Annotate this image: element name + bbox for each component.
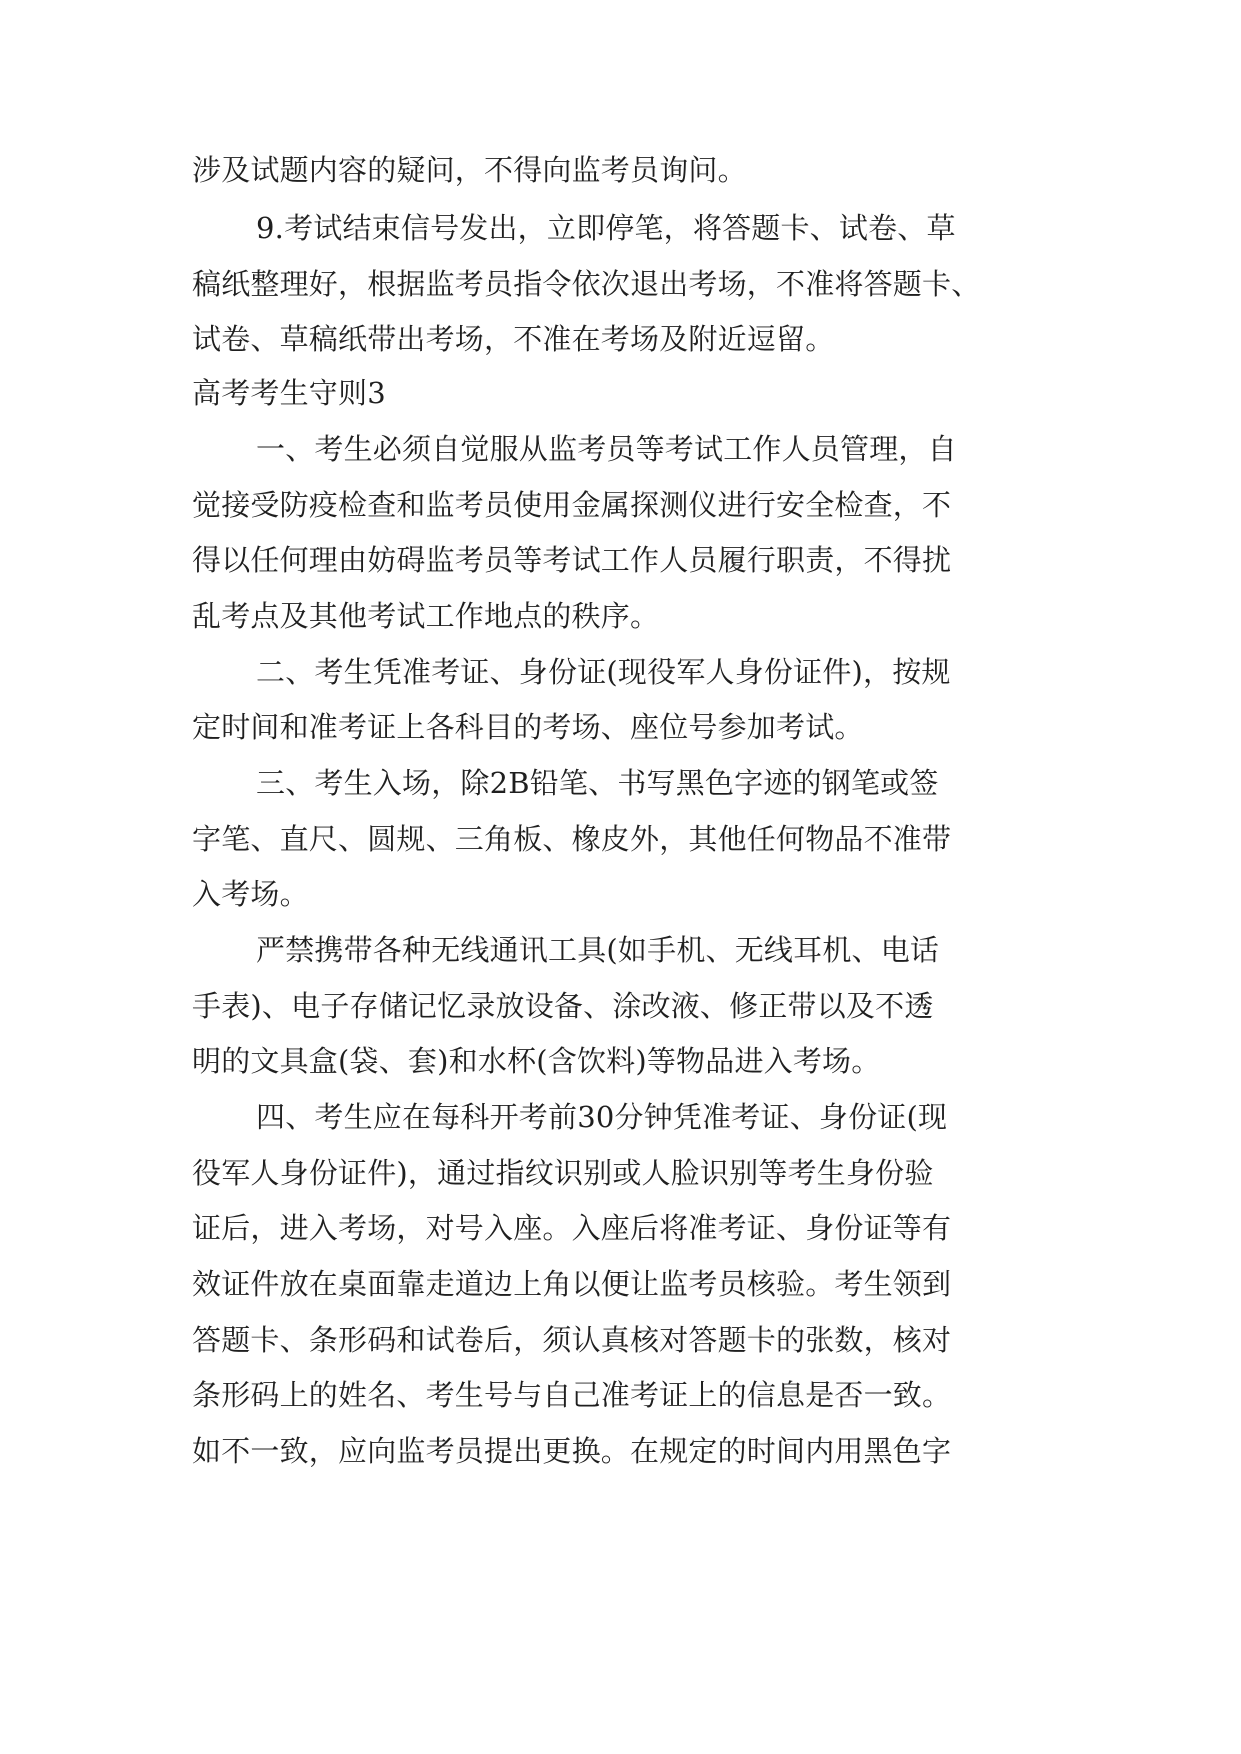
paragraph-line [192, 540, 1062, 580]
text-line: 二、考生凭准考证、身份证(现役军人身份证件)，按规 [256, 655, 951, 689]
text-line: 字笔、直尺、圆规、三角板、橡皮外，其他任何物品不准带 [192, 822, 952, 856]
paragraph-line [192, 1264, 1062, 1304]
paragraph-line [192, 1375, 1062, 1415]
text-line: 乱考点及其他考试工作地点的秩序。 [192, 599, 660, 633]
paragraph-line [192, 150, 1062, 190]
paragraph-line [192, 485, 1062, 525]
paragraph-line [192, 319, 1062, 359]
text-line: 明的文具盒(袋、套)和水杯(含饮料)等物品进入考场。 [192, 1044, 881, 1078]
text-line: 三、考生入场，除2B铅笔、书写黑色字迹的钢笔或签 [256, 766, 939, 800]
text-line: 9.考试结束信号发出，立即停笔，将答题卡、试卷、草 [256, 211, 956, 245]
text-line: 条形码上的姓名、考生号与自己准考证上的信息是否一致。 [192, 1378, 952, 1412]
text-line: 四、考生应在每科开考前30分钟凭准考证、身份证(现 [256, 1100, 948, 1134]
paragraph-item-9 [192, 208, 1062, 248]
text-line: 得以任何理由妨碍监考员等考试工作人员履行职责，不得扰 [192, 543, 952, 577]
text-line: 役军人身份证件)，通过指纹识别或人脸识别等考生身份验 [192, 1156, 934, 1190]
paragraph-line [192, 819, 1062, 859]
text-line: 效证件放在桌面靠走道边上角以便让监考员核验。考生领到 [192, 1267, 952, 1301]
paragraph-item-4 [192, 1097, 1062, 1137]
section-heading [192, 373, 1062, 413]
paragraph-item-3 [192, 763, 1062, 803]
text-line: 如不一致，应向监考员提出更换。在规定的时间内用黑色字 [192, 1434, 952, 1468]
paragraph-line [192, 1208, 1062, 1248]
heading-text: 高考考生守则3 [192, 376, 386, 410]
text-line: 定时间和准考证上各科目的考场、座位号参加考试。 [192, 710, 864, 744]
paragraph-line [192, 596, 1062, 636]
paragraph-line [192, 874, 1062, 914]
text-line: 答题卡、条形码和试卷后，须认真核对答题卡的张数，核对 [192, 1323, 952, 1357]
text-line: 一、考生必须自觉服从监考员等考试工作人员管理，自 [256, 432, 957, 466]
paragraph-prohibited-items [192, 930, 1062, 970]
text-line: 严禁携带各种无线通讯工具(如手机、无线耳机、电话 [256, 933, 940, 967]
paragraph-line [192, 1320, 1062, 1360]
paragraph-line [192, 1153, 1062, 1193]
text-line: 入考场。 [192, 877, 309, 911]
paragraph-line [192, 707, 1062, 747]
text-line: 手表)、电子存储记忆录放设备、涂改液、修正带以及不透 [192, 989, 934, 1023]
paragraph-line [192, 1041, 1062, 1081]
paragraph-line [192, 264, 1062, 304]
paragraph-line [192, 986, 1062, 1026]
text-line: 觉接受防疫检查和监考员使用金属探测仪进行安全检查，不 [192, 488, 952, 522]
text-line: 稿纸整理好，根据监考员指令依次退出考场，不准将答题卡、 [192, 267, 981, 301]
text-line: 证后，进入考场，对号入座。入座后将准考证、身份证等有 [192, 1211, 952, 1245]
paragraph-item-1 [192, 429, 1062, 469]
text-line: 涉及试题内容的疑问，不得向监考员询问。 [192, 153, 747, 187]
paragraph-line [192, 1431, 1062, 1471]
paragraph-item-2 [192, 652, 1062, 692]
text-line: 试卷、草稿纸带出考场，不准在考场及附近逗留。 [192, 322, 835, 356]
